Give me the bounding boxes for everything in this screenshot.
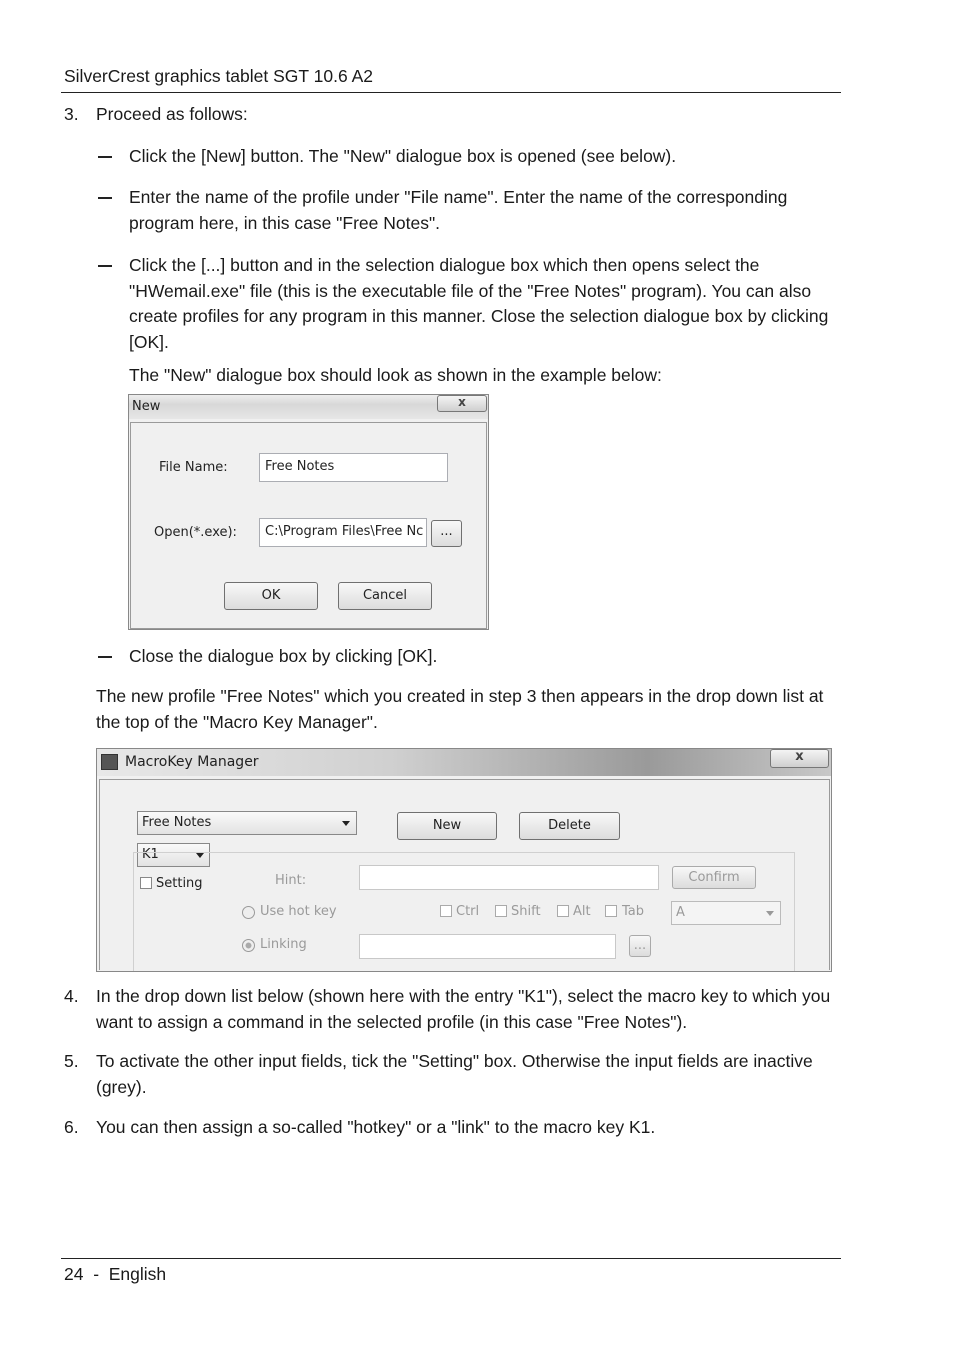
setting-label: Setting	[156, 876, 203, 891]
confirm-button[interactable]: Confirm	[672, 866, 756, 889]
bullet-dash	[98, 197, 112, 199]
linking-label: Linking	[260, 937, 307, 952]
macro-title: MacroKey Manager	[125, 754, 259, 770]
bullet-dash	[98, 265, 112, 267]
cancel-button[interactable]: Cancel	[338, 582, 432, 610]
new-profile-button[interactable]: New	[397, 812, 497, 840]
after-line-2: the top of the "Macro Key Manager".	[96, 712, 378, 732]
linking-radio[interactable]	[242, 939, 255, 952]
use-hot-key-radio[interactable]	[242, 906, 255, 919]
ok-button[interactable]: OK	[224, 582, 318, 610]
step-5-line-1: To activate the other input fields, tick the "Setting" box. Otherwise the input fields are inactive	[96, 1051, 813, 1071]
step-6-text: You can then assign a so-called "hotkey" or a "link" to the macro key K1.	[96, 1117, 656, 1137]
shift-checkbox[interactable]	[495, 905, 507, 917]
page-footer: 24 - English	[64, 1264, 167, 1284]
bullet-3-line-3: create profiles for any program in this manner. Close the selection dialogue box by clicking	[129, 306, 829, 326]
bullet-3-line-4: [OK].	[129, 332, 169, 352]
file-name-label: File Name:	[159, 460, 228, 475]
page-header: SilverCrest graphics tablet SGT 10.6 A2	[64, 66, 373, 86]
footer-rule	[61, 1258, 841, 1259]
alt-label: Alt	[573, 904, 591, 919]
bullet-dash	[98, 656, 112, 658]
step-4-line-2: want to assign a command in the selected profile (in this case "Free Notes").	[96, 1012, 688, 1032]
close-icon: x	[795, 749, 804, 764]
bullet-2-line-2: program here, in this case "Free Notes".	[129, 213, 441, 233]
alt-checkbox[interactable]	[557, 905, 569, 917]
setting-checkbox[interactable]	[140, 877, 152, 889]
ctrl-label: Ctrl	[456, 904, 480, 919]
hot-key-dropdown[interactable]	[671, 901, 781, 925]
step-4-line-1: In the drop down list below (shown here with the entry "K1"), select the macro key to which you	[96, 986, 831, 1006]
chevron-down-icon	[766, 911, 774, 916]
new-dialog	[128, 394, 489, 630]
bullet-3-line-2: "HWemail.exe" file (this is the executable file of the "Free Notes" program). You can also	[129, 281, 812, 301]
new-dialog-close-button[interactable]	[437, 395, 487, 412]
step-5-line-2: (grey).	[96, 1077, 147, 1097]
browse-button[interactable]: ...	[431, 520, 462, 547]
shift-label: Shift	[511, 904, 541, 919]
new-dialog-titlebar	[129, 395, 488, 419]
hint-label: Hint:	[275, 873, 307, 888]
bullet-4-text: Close the dialogue box by clicking [OK].	[129, 646, 438, 666]
tab-checkbox[interactable]	[605, 905, 617, 917]
close-icon: x	[458, 395, 466, 409]
macro-body	[99, 779, 830, 970]
app-icon	[101, 754, 118, 770]
bullet-2-line-1: Enter the name of the profile under "File name". Enter the name of the corresponding	[129, 187, 788, 207]
header-rule	[61, 92, 841, 93]
profile-dropdown[interactable]	[137, 811, 357, 835]
macro-close-button[interactable]	[770, 749, 829, 768]
profile-dropdown-value: Free Notes	[142, 815, 212, 830]
delete-profile-button[interactable]: Delete	[519, 812, 620, 840]
step-6-number: 6.	[64, 1117, 79, 1137]
step-5-number: 5.	[64, 1051, 79, 1071]
step-3-number: 3.	[64, 104, 79, 124]
new-dialog-body	[130, 422, 487, 629]
tab-label: Tab	[622, 904, 645, 919]
macro-key-value: K1	[142, 847, 159, 862]
step-4-number: 4.	[64, 986, 79, 1006]
macrokey-manager-window	[96, 748, 832, 972]
use-hot-key-label: Use hot key	[260, 904, 337, 919]
open-exe-input[interactable]: C:\Program Files\Free Nc	[259, 518, 427, 547]
after-line-1: The new profile "Free Notes" which you created in step 3 then appears in the drop down list at	[96, 686, 824, 706]
macro-titlebar	[97, 749, 831, 776]
linking-input[interactable]	[359, 934, 616, 959]
chevron-down-icon	[342, 821, 350, 826]
new-dialog-title: New	[132, 399, 161, 414]
hot-key-value: A	[676, 905, 685, 920]
bullet-dash	[98, 156, 112, 158]
ctrl-checkbox[interactable]	[440, 905, 452, 917]
file-name-input[interactable]: Free Notes	[259, 453, 448, 482]
example-note: The "New" dialogue box should look as shown in the example below:	[129, 365, 662, 385]
open-exe-label: Open(*.exe):	[154, 525, 237, 540]
bullet-3-line-1: Click the [...] button and in the selection dialogue box which then opens select the	[129, 255, 760, 275]
bullet-1-text: Click the [New] button. The "New" dialogue box is opened (see below).	[129, 146, 677, 166]
hint-input[interactable]	[359, 865, 659, 890]
linking-browse-button[interactable]: ...	[629, 935, 651, 957]
step-3-intro: Proceed as follows:	[96, 104, 248, 124]
